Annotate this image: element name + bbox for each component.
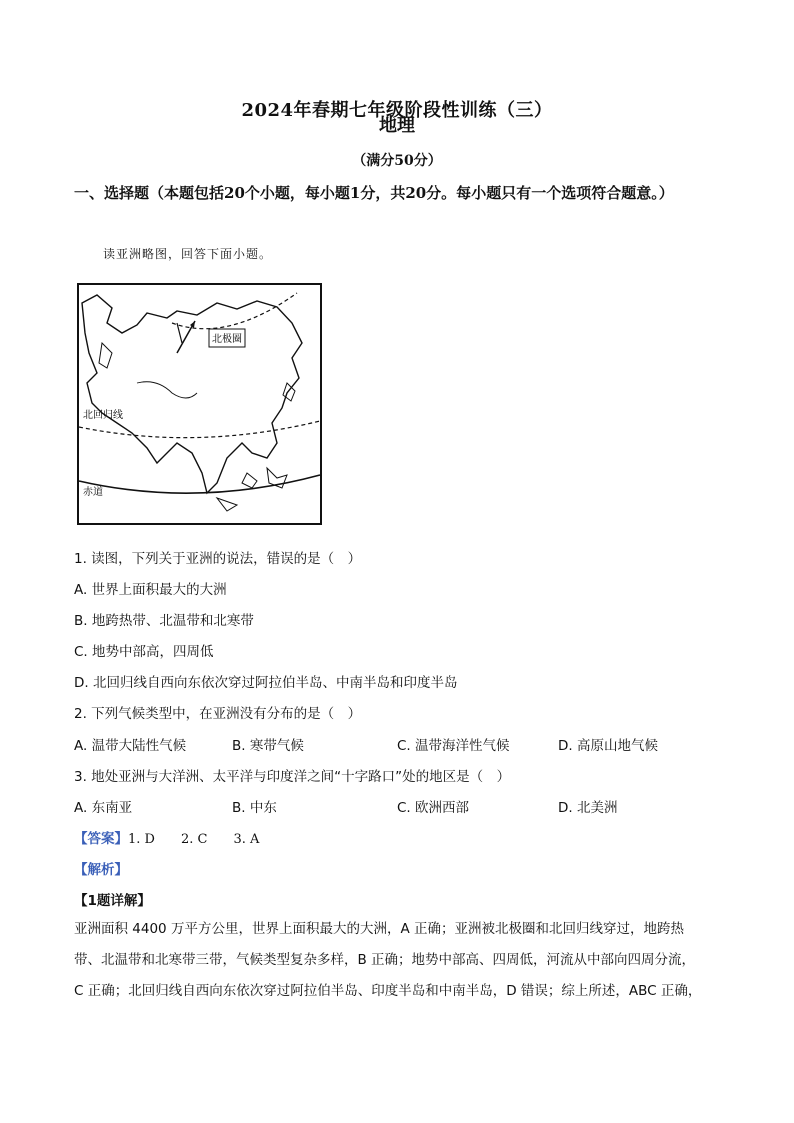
subject-title: 地理 xyxy=(379,115,415,136)
question-3-option-b[interactable]: B. 中东 xyxy=(232,800,277,816)
equator-label: 赤道 xyxy=(83,487,103,498)
question-1-option-c[interactable]: C. 地势中部高，四周低 xyxy=(74,644,214,660)
question-2-option-d[interactable]: D. 高原山地气候 xyxy=(558,738,658,754)
question-3-option-a[interactable]: A. 东南亚 xyxy=(74,800,133,816)
tropic-label: 北回归线 xyxy=(83,410,123,421)
question-2-option-a[interactable]: A. 温带大陆性气候 xyxy=(74,738,187,754)
analysis-sub-label: 【1题详解】 xyxy=(74,893,151,909)
arctic-label: 北极圈 xyxy=(212,334,242,345)
question-3-stem: 3. 地处亚洲与大洋洲、太平洋与印度洋之间“十字路口”处的地区是（ ） xyxy=(74,769,511,785)
analysis-paragraph xyxy=(74,914,724,1007)
question-3-option-c[interactable]: C. 欧洲西部 xyxy=(397,800,470,816)
analysis-line: 亚洲面积 4400 万平方公里，世界上面积最大的大洲，A 正确；亚洲被北极圈和北回归线穿过，地跨热 xyxy=(74,921,684,937)
asia-map xyxy=(77,283,322,525)
question-1-stem: 1. 读图，下列关于亚洲的说法，错误的是（ ） xyxy=(74,551,362,567)
full-score: （满分50分） xyxy=(352,153,442,169)
answer-label: 【答案】 xyxy=(74,831,128,847)
exam-title: 2024年春期七年级阶段性训练（三） xyxy=(241,100,553,121)
analysis-line: 带、北温带和北寒带三带，气候类型复杂多样，B 正确；地势中部高、四周低，河流从中部向四周分流， xyxy=(74,952,696,968)
map-intro: 读亚洲略图，回答下面小题。 xyxy=(103,247,273,261)
section-heading: 一、选择题（本题包括20个小题，每小题1分，共20分。每小题只有一个选项符合题意。） xyxy=(74,184,674,202)
question-2-option-b[interactable]: B. 寒带气候 xyxy=(232,738,304,754)
answer-row xyxy=(74,827,259,847)
answer-values: 1. D 2. C 3. A xyxy=(128,832,260,847)
question-1-option-a[interactable]: A. 世界上面积最大的大洲 xyxy=(74,582,227,598)
question-2-option-c[interactable]: C. 温带海洋性气候 xyxy=(397,738,510,754)
question-2-stem: 2. 下列气候类型中，在亚洲没有分布的是（ ） xyxy=(74,706,362,722)
analysis-line: C 正确；北回归线自西向东依次穿过阿拉伯半岛、印度半岛和中南半岛，D 错误；综上所述，ABC 正确， xyxy=(74,983,702,999)
question-1-option-d[interactable]: D. 北回归线自西向东依次穿过阿拉伯半岛、中南半岛和印度半岛 xyxy=(74,675,458,691)
analysis-label: 【解析】 xyxy=(74,862,128,878)
question-1-option-b[interactable]: B. 地跨热带、北温带和北寒带 xyxy=(74,613,254,629)
question-3-option-d[interactable]: D. 北美洲 xyxy=(558,800,618,816)
